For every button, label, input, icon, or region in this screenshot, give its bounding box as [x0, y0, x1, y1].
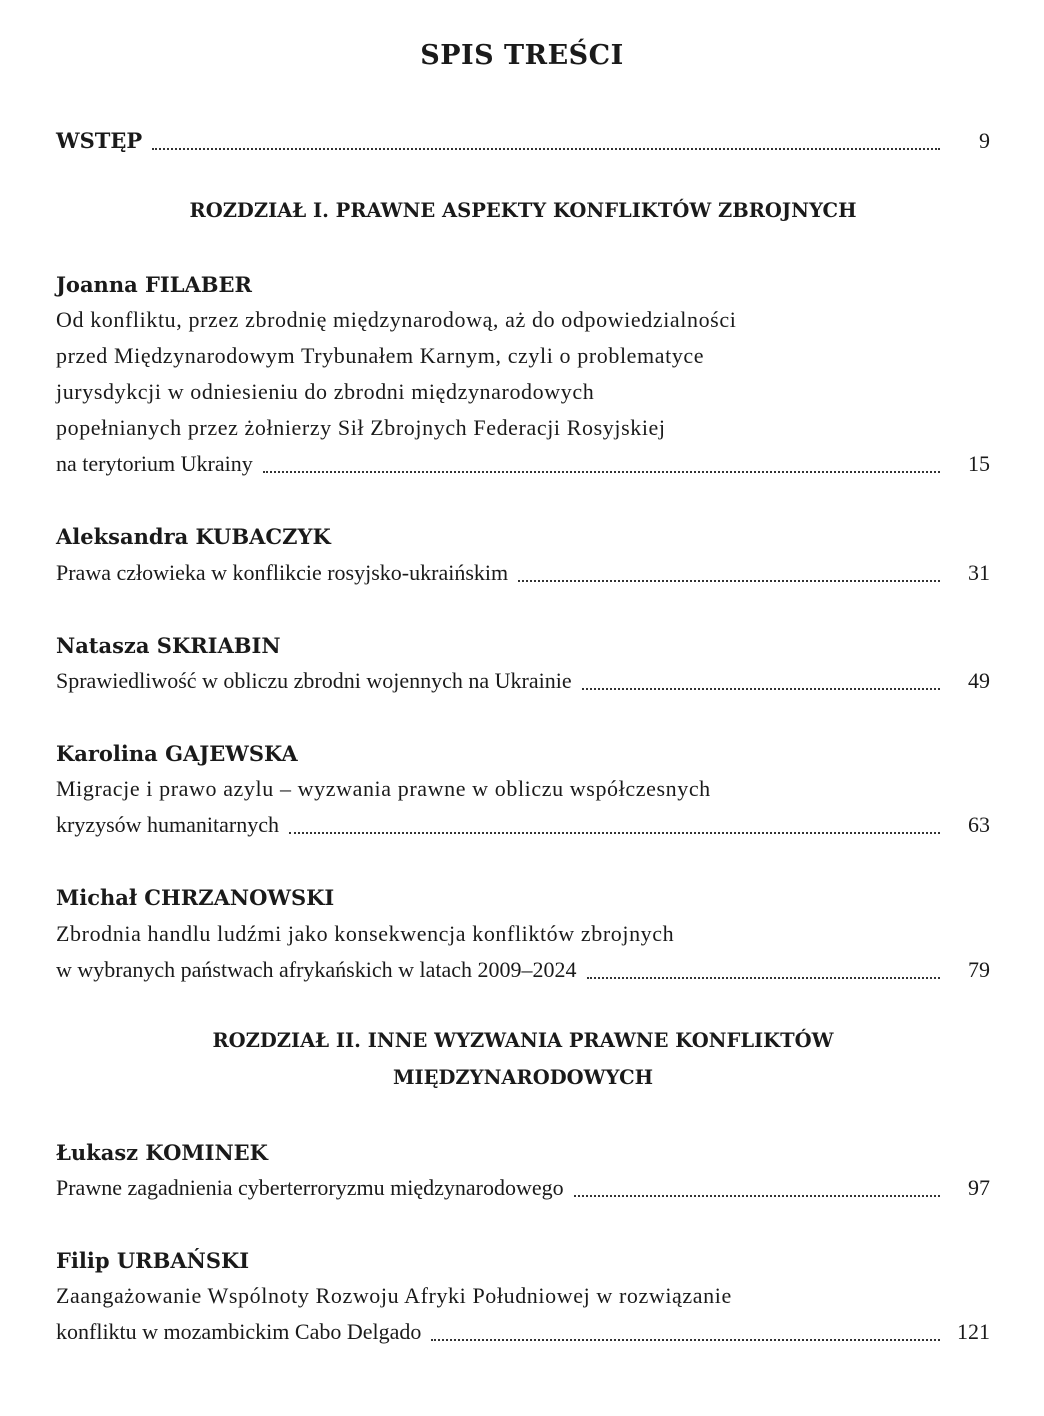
- page-number: 79: [968, 957, 990, 982]
- dot-leader: [582, 686, 940, 690]
- entry-title-line: konfliktu w mozambickim Cabo Delgado: [56, 1319, 422, 1344]
- toc-entry-last-line[interactable]: [56, 1315, 990, 1349]
- entry-author: Michał CHRZANOWSKI: [56, 885, 335, 910]
- entry-title-line: Prawa człowieka w konflikcie rosyjsko-ukraińskim: [56, 560, 509, 585]
- page-number: 9: [979, 128, 990, 153]
- dot-leader: [518, 578, 940, 582]
- toc-entry-last-line[interactable]: [56, 447, 990, 481]
- page-title: SPIS TREŚCI: [420, 40, 624, 71]
- dot-leader: [289, 830, 940, 834]
- page-number: 97: [968, 1175, 990, 1200]
- entry-title-line: Sprawiedliwość w obliczu zbrodni wojennych na Ukrainie: [56, 668, 572, 693]
- dot-leader: [431, 1337, 940, 1341]
- page-number: 31: [968, 560, 990, 585]
- entry-title-line[interactable]: przed Międzynarodowym Trybunałem Karnym, czyli o problematyce: [56, 343, 705, 368]
- entry-title-line[interactable]: Od konfliktu, przez zbrodnię międzynarodową, aż do odpowiedzialności: [56, 307, 737, 332]
- entry-author: Karolina GAJEWSKA: [56, 741, 298, 766]
- chapter-heading-2-line2: MIĘDZYNARODOWYCH: [392, 1066, 654, 1089]
- dot-leader: [263, 469, 940, 473]
- page-number: 121: [957, 1319, 990, 1344]
- toc-entry-intro[interactable]: [56, 124, 990, 158]
- entry-title-line[interactable]: Zaangażowanie Wspólnoty Rozwoju Afryki Południowej w rozwiązanie: [56, 1283, 732, 1308]
- entry-author: Joanna FILABER: [56, 272, 253, 297]
- entry-author: Łukasz KOMINEK: [56, 1140, 268, 1165]
- toc-entry-last-line[interactable]: [56, 953, 990, 987]
- entry-title-line: Prawne zagadnienia cyberterroryzmu międzynarodowego: [56, 1175, 564, 1200]
- entry-title-line[interactable]: Zbrodnia handlu ludźmi jako konsekwencja konfliktów zbrojnych: [56, 921, 675, 946]
- entry-author: Filip URBAŃSKI: [56, 1248, 250, 1273]
- page-number: 49: [968, 668, 990, 693]
- entry-title-line: kryzysów humanitarnych: [56, 812, 279, 837]
- chapter-heading-2-line1: ROZDZIAŁ II. INNE WYZWANIA PRAWNE KONFLIKTÓW: [212, 1029, 834, 1052]
- toc-entry-last-line[interactable]: [56, 1171, 990, 1205]
- entry-author: Natasza SKRIABIN: [56, 633, 281, 658]
- intro-label: WSTĘP: [56, 128, 143, 153]
- entry-author: Aleksandra KUBACZYK: [56, 524, 331, 549]
- entry-title-line[interactable]: Migracje i prawo azylu – wyzwania prawne w obliczu współczesnych: [56, 776, 711, 801]
- toc-entry-last-line[interactable]: [56, 664, 990, 698]
- entry-title-line: w wybranych państwach afrykańskich w latach 2009–2024: [56, 957, 577, 982]
- page-number: 63: [968, 812, 990, 837]
- chapter-heading-1: ROZDZIAŁ I. PRAWNE ASPEKTY KONFLIKTÓW ZBROJNYCH: [189, 199, 857, 222]
- entry-title-line[interactable]: jurysdykcji w odniesieniu do zbrodni międzynarodowych: [56, 379, 595, 404]
- dot-leader: [152, 146, 940, 150]
- toc-entry-last-line[interactable]: [56, 808, 990, 842]
- entry-title-line: na terytorium Ukrainy: [56, 451, 253, 476]
- dot-leader: [574, 1193, 940, 1197]
- page-number: 15: [968, 451, 990, 476]
- entry-title-line[interactable]: popełnianych przez żołnierzy Sił Zbrojnych Federacji Rosyjskiej: [56, 415, 666, 440]
- dot-leader: [587, 975, 940, 979]
- toc-entry-last-line[interactable]: [56, 556, 990, 590]
